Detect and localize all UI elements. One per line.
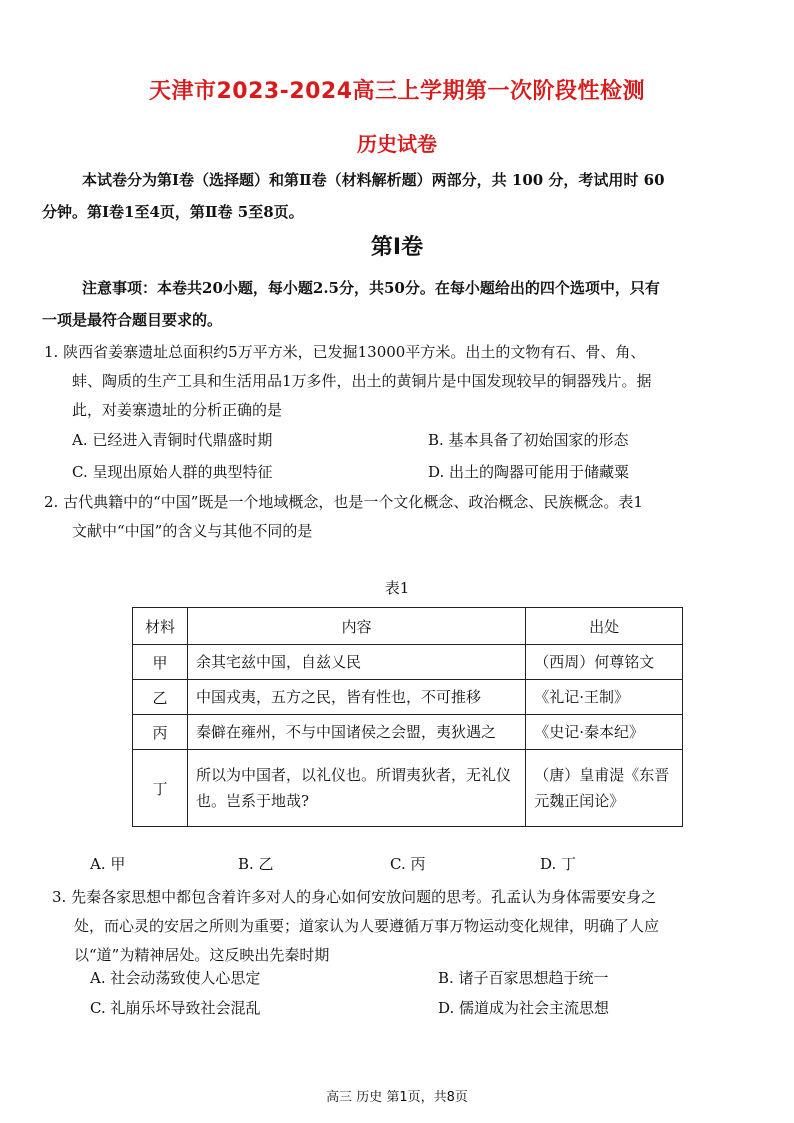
table-header-row: [133, 608, 683, 645]
table-caption: 表1: [384, 579, 410, 597]
table-cell: 秦僻在雍州，不与中国诸侯之会盟，夷狄遇之: [187, 715, 525, 750]
notice-paragraph: [42, 272, 758, 336]
table-cell: 丁: [133, 750, 188, 827]
q1-option-c[interactable]: C. 呈现出原始人群的典型特征: [72, 463, 273, 481]
q3-option-c[interactable]: C. 礼崩乐坏导致社会混乱: [90, 999, 261, 1017]
question-1: [44, 338, 764, 425]
q3-line-3: 以“道”为精神居处。这反映出先秦时期: [74, 946, 330, 964]
q1-line-3: 此，对姜寨遗址的分析正确的是: [72, 401, 283, 419]
intro-line-1: 本试卷分为第Ⅰ卷（选择题）和第Ⅱ卷（材料解析题）两部分，共 100 分，考试用时 60: [82, 171, 665, 189]
intro-line-2: 分钟。第Ⅰ卷1至4页，第Ⅱ卷 5至8页。: [42, 203, 304, 221]
q3-line-2: 处，而心灵的安居之所则为重要；道家认为人要遵循万事万物运动变化规律，明确了人应: [74, 917, 660, 935]
table-1: [132, 607, 683, 827]
table-cell: 丙: [133, 715, 188, 750]
q3-option-d[interactable]: D. 儒道成为社会主流思想: [438, 999, 610, 1017]
q3-line-1: 3. 先秦各家思想中都包含着许多对人的身心如何安放问题的思考。孔孟认为身体需要安身之: [52, 888, 657, 906]
question-2: [44, 488, 764, 546]
page-footer: 高三 历史 第1页，共8页: [326, 1090, 468, 1105]
table-cell: 中国戎夷，五方之民，皆有性也，不可推移: [187, 680, 525, 715]
exam-title: 天津市2023-2024高三上学期第一次阶段性检测: [148, 79, 646, 104]
q1-option-a[interactable]: A. 已经进入青铜时代鼎盛时期: [72, 431, 273, 449]
q2-option-d[interactable]: D. 丁: [540, 855, 577, 873]
table-header-cell: 内容: [187, 608, 525, 645]
table-cell: （西周）何尊铭文: [526, 645, 683, 680]
table-cell: 余其宅兹中国，自兹乂民: [187, 645, 525, 680]
table-header-cell: 材料: [133, 608, 188, 645]
intro-paragraph: [42, 164, 758, 228]
notice-line-2: 一项是最符合题目要求的。: [42, 311, 223, 329]
table-cell: （唐）皇甫湜《东晋元魏正闰论》: [526, 750, 683, 827]
table-row: [133, 715, 683, 750]
q1-line-1: 1. 陕西省姜寨遗址总面积约5万平方米，已发掘13000平方米。出土的文物有石、骨、角、: [44, 343, 646, 361]
notice-line-1: 注意事项：本卷共20小题，每小题2.5分，共50分。在每小题给出的四个选项中，只有: [82, 279, 660, 297]
q3-option-a[interactable]: A. 社会动荡致使人心思定: [90, 969, 261, 987]
exam-subtitle: 历史试卷: [357, 132, 437, 156]
table-row: [133, 645, 683, 680]
q3-option-b[interactable]: B. 诸子百家思想趋于统一: [438, 969, 609, 987]
q2-option-a[interactable]: A. 甲: [90, 855, 126, 873]
table-row: [133, 750, 683, 827]
q2-line-1: 2. 古代典籍中的“中国”既是一个地域概念，也是一个文化概念、政治概念、民族概念。表1: [44, 493, 643, 511]
q1-line-2: 蚌、陶质的生产工具和生活用品1万多件，出土的黄铜片是中国发现较早的铜器残片。据: [72, 372, 652, 390]
table-header-cell: 出处: [526, 608, 683, 645]
table-cell: 乙: [133, 680, 188, 715]
section-heading: 第Ⅰ卷: [370, 235, 424, 260]
table-cell: 甲: [133, 645, 188, 680]
table-row: [133, 680, 683, 715]
table-cell: 所以为中国者，以礼仪也。所谓夷狄者，无礼仪也。岂系于地哉?: [187, 750, 525, 827]
question-3: [52, 883, 772, 970]
q2-option-b[interactable]: B. 乙: [238, 855, 274, 873]
table-cell: 《礼记·王制》: [526, 680, 683, 715]
table-cell: 《史记·秦本纪》: [526, 715, 683, 750]
q1-option-d[interactable]: D. 出土的陶器可能用于储藏粟: [428, 463, 630, 481]
q2-line-2: 文献中“中国”的含义与其他不同的是: [72, 522, 313, 540]
q1-option-b[interactable]: B. 基本具备了初始国家的形态: [428, 431, 629, 449]
q2-option-c[interactable]: C. 丙: [390, 855, 426, 873]
